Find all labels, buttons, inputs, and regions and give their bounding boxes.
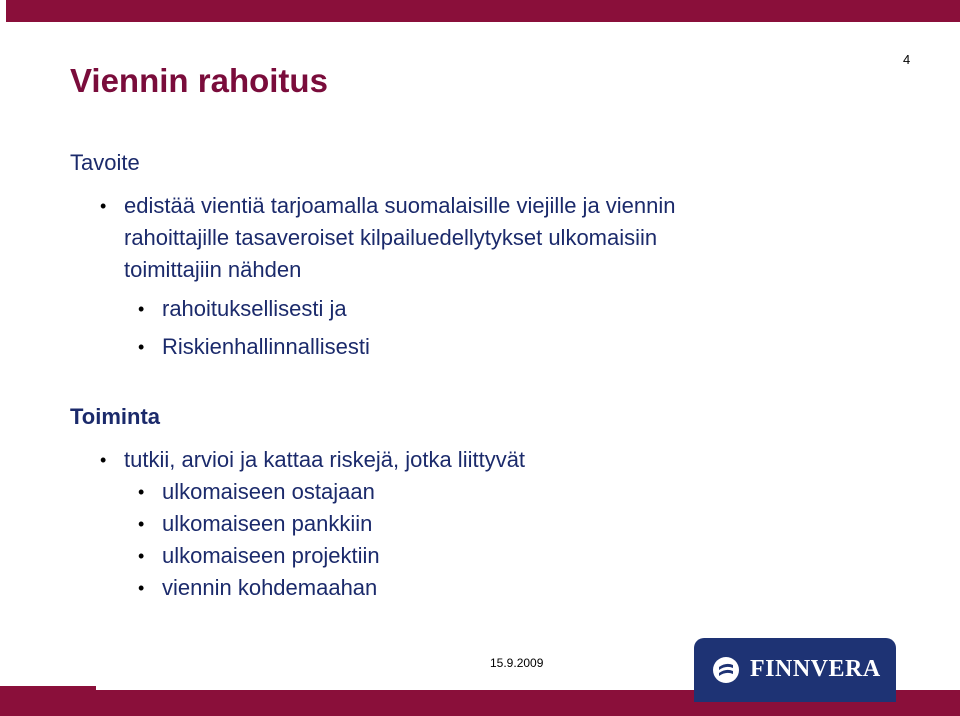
bullet-icon: • [138, 482, 145, 502]
list-item [138, 572, 798, 604]
page-number: 4 [903, 52, 911, 67]
bottom-bar-tab [0, 686, 96, 716]
bullet-text-line: edistää vientiä tarjoamalla suomalaisille viejille ja viennin [124, 193, 676, 218]
bullet-icon: • [138, 337, 145, 357]
bullet-text: Riskienhallinnallisesti [162, 334, 370, 359]
bullet-icon: • [138, 546, 145, 566]
toiminta-sub-list [138, 476, 798, 604]
list-item [138, 508, 798, 540]
finnvera-logo-icon [712, 656, 740, 684]
section-heading-toiminta: Toiminta [70, 404, 161, 429]
list-item [138, 290, 798, 328]
bullet-text: ulkomaiseen projektiin [162, 543, 380, 568]
bullet-icon: • [138, 578, 145, 598]
bullet-icon: • [138, 299, 145, 319]
bullet-text: rahoituksellisesti ja [162, 296, 347, 321]
bullet-text-line: rahoittajille tasaveroiset kilpailuedellytykset ulkomaisiin [124, 225, 658, 250]
bullet-icon: • [138, 514, 145, 534]
list-item [100, 444, 800, 476]
finnvera-logo [694, 638, 896, 702]
bullet-text-line: toimittajiin nähden [124, 257, 302, 282]
bullet-text: tutkii, arvioi ja kattaa riskejä, jotka liittyvät [124, 447, 526, 472]
tavoite-main-list [100, 190, 800, 286]
list-item [138, 476, 798, 508]
bullet-icon: • [100, 450, 107, 470]
top-bar-accent [0, 0, 6, 22]
toiminta-main-list [100, 444, 800, 476]
list-item [138, 540, 798, 572]
bullet-text: ulkomaiseen pankkiin [162, 511, 373, 536]
logo-text: FINNVERA [750, 656, 881, 682]
bullet-icon: • [100, 196, 107, 216]
top-brand-bar [0, 0, 960, 22]
bullet-text: viennin kohdemaahan [162, 575, 378, 600]
section-heading-tavoite: Tavoite [70, 150, 140, 175]
tavoite-sub-list [138, 290, 798, 366]
list-item [100, 190, 800, 286]
slide-title: Viennin rahoitus [70, 62, 328, 99]
bullet-text: ulkomaiseen ostajaan [162, 479, 375, 504]
footer-date: 15.9.2009 [490, 656, 544, 670]
list-item [138, 328, 798, 366]
